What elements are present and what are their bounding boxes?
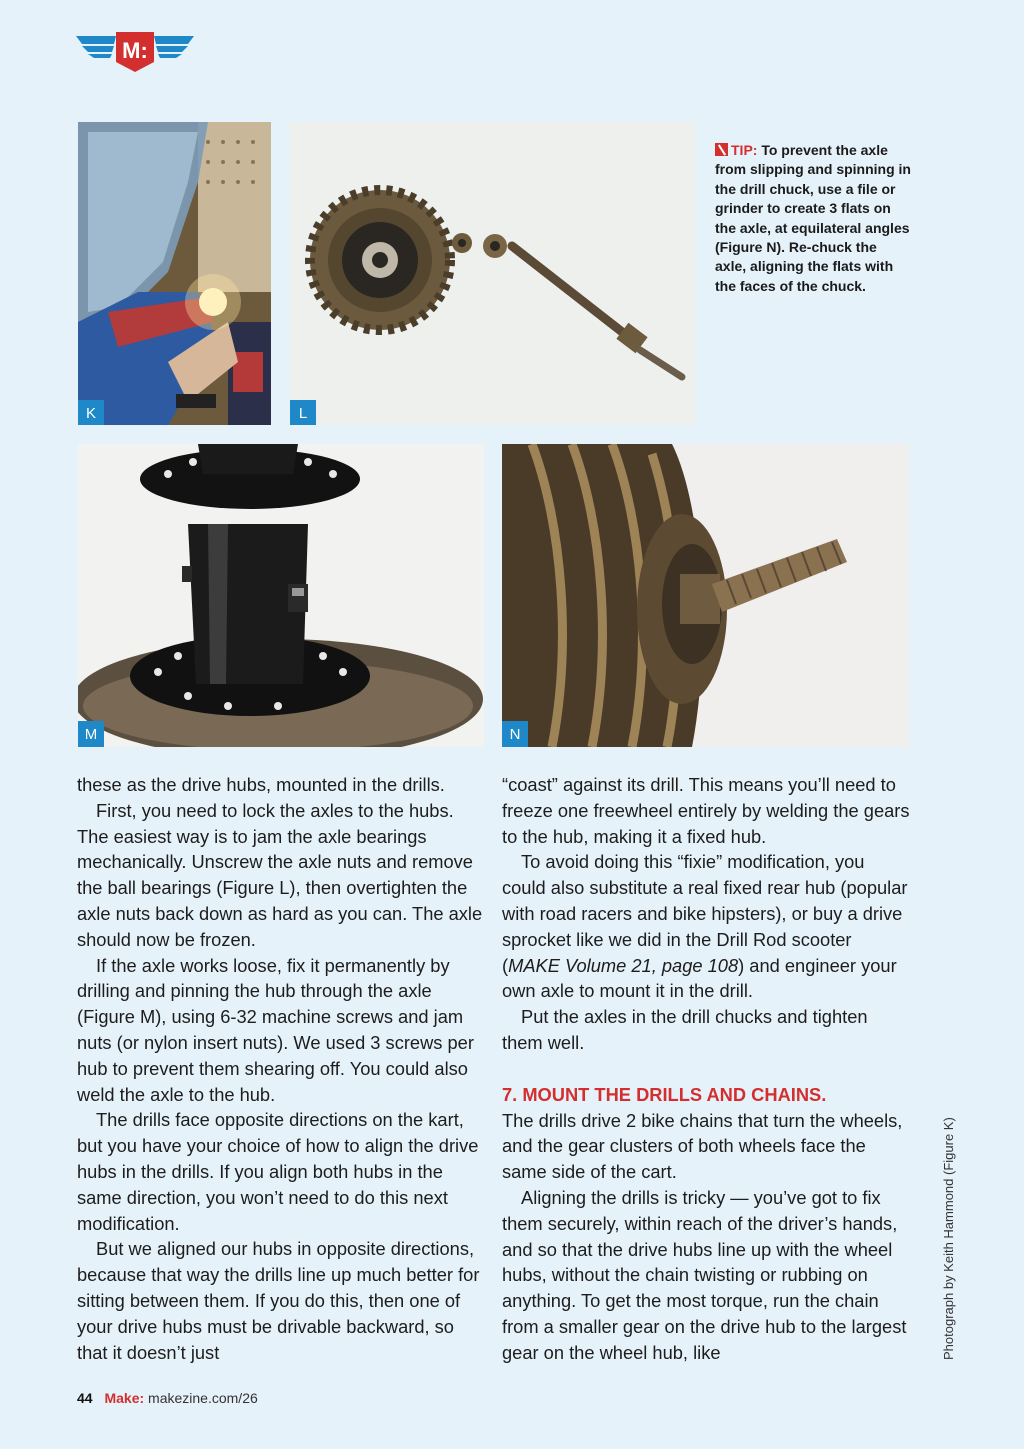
figure-l-photo	[290, 122, 696, 425]
paragraph: Put the axles in the drill chucks and tighten them well.	[502, 1006, 868, 1053]
text-run: ) and engineer your own axle to mount it in the drill.	[502, 954, 897, 1002]
paragraph: If the axle works loose, fix it permanently by drilling and pinning the hub through the axle (Figure M), using 6-32 machine screws and jam nuts (or nylon insert nuts). We used 3 screws per hub to prevent them shearing off. You could also weld the axle to the hub.	[77, 954, 474, 1105]
figure-k-photo	[78, 122, 271, 425]
figure-m-label: M	[78, 721, 104, 747]
page-number: 44	[77, 1390, 93, 1406]
section-heading: 7. MOUNT THE DRILLS AND CHAINS.	[502, 1083, 827, 1105]
tip-box	[715, 141, 911, 296]
footer-brand: Make:	[104, 1390, 145, 1406]
paragraph: The drills drive 2 bike chains that turn the wheels, and the gear clusters of both wheels face the same side of the cart.	[502, 1109, 903, 1183]
paragraph: “coast” against its drill. This means you’ll need to freeze one freewheel entirely by welding the gears to the hub, making it a fixed hub.	[502, 774, 910, 847]
photo-credit: Photograph by Keith Hammond (Figure K)	[941, 1117, 956, 1360]
footer-url[interactable]: makezine.com/26	[148, 1390, 258, 1406]
text-run: To avoid doing this “fixie” modification, you could also substitute a real fixed rear hub (popular with road racers and bike hipsters), or buy a drive sprocket like we did in the Drill Rod scooter (	[502, 851, 908, 976]
paragraph	[502, 849, 912, 1004]
figure-n-label: N	[502, 721, 528, 747]
figure-l-label: L	[290, 400, 316, 425]
make-logo	[76, 30, 194, 74]
paragraph: First, you need to lock the axles to the hubs. The easiest way is to jam the axle bearings mechanically. Unscrew the axle nuts and remove the ball bearings (Figure L), then overtighten the axle nuts back down as hard as you can. The axle should now be frozen.	[77, 799, 483, 950]
body-column-left	[77, 772, 487, 1365]
paragraph: Aligning the drills is tricky — you’ve got to fix them securely, within reach of the driver’s hands, and so that the drive hubs line up with the wheel hubs, without the chain twisting or rubbing on anything. To get the most torque, run the chain from a smaller gear on the drive hub to the largest gear on the wheel hub, like	[502, 1186, 907, 1363]
figure-m-photo	[78, 444, 484, 747]
figure-n-photo	[502, 444, 909, 747]
body-column-right	[502, 772, 912, 1366]
tip-icon	[715, 143, 728, 156]
tip-label: TIP:	[731, 142, 758, 158]
paragraph: these as the drive hubs, mounted in the drills.	[77, 774, 445, 795]
logo-text: M:	[122, 38, 148, 63]
paragraph: But we aligned our hubs in opposite directions, because that way the drills line up much better for sitting between them. If you do this, then one of your drive hubs must be drivable backward, so that it doesn’t just	[77, 1238, 480, 1363]
tip-text: To prevent the axle from slipping and spinning in the drill chuck, use a file or grinder to create 3 flats on the axle, at equilateral angles (Figure N). Re-chuck the axle, aligning the flats with the faces of the chuck.	[715, 142, 911, 294]
figure-k-label: K	[78, 400, 104, 425]
page-footer	[77, 1390, 258, 1406]
paragraph: The drills face opposite directions on the kart, but you have your choice of how to align the drive hubs in the drills. If you align both hubs in the same direction, you won’t need to do this next modification.	[77, 1109, 479, 1234]
magazine-reference: MAKE Volume 21, page 108	[508, 954, 739, 976]
